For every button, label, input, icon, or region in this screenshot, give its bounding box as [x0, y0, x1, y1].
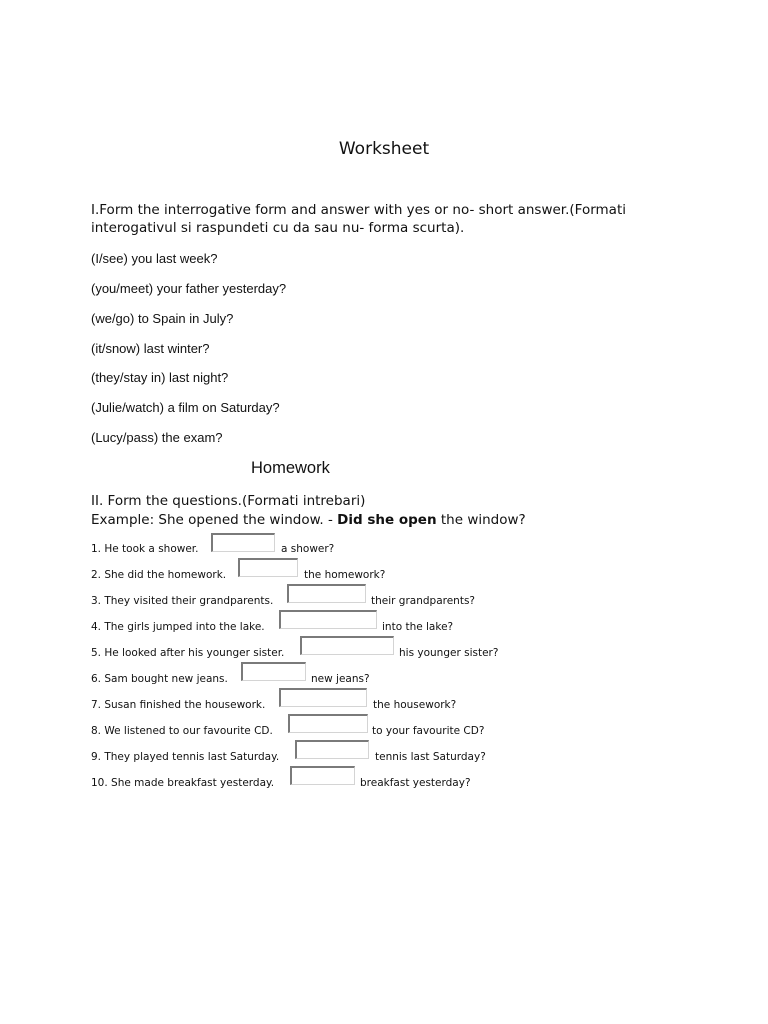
question-item: (I/see) you last week? — [91, 251, 218, 266]
exercise-sentence: 9. They played tennis last Saturday. — [91, 751, 280, 763]
exercise-continuation: new jeans? — [311, 673, 370, 685]
exercise-sentence: 4. The girls jumped into the lake. — [91, 621, 265, 633]
question-item: (we/go) to Spain in July? — [91, 311, 234, 326]
answer-input[interactable] — [290, 766, 355, 785]
question-item: (they/stay in) last night? — [91, 370, 229, 385]
answer-input[interactable] — [279, 610, 377, 629]
answer-input[interactable] — [288, 714, 368, 733]
example-answer: Did she open — [337, 512, 437, 528]
exercise-sentence: 7. Susan finished the housework. — [91, 699, 266, 711]
exercise-sentence: 1. He took a shower. — [91, 543, 199, 555]
exercise-continuation: the housework? — [373, 699, 457, 711]
exercise-sentence: 2. She did the homework. — [91, 569, 227, 581]
answer-input[interactable] — [300, 636, 394, 655]
page-title: Worksheet — [338, 139, 430, 159]
answer-input[interactable] — [295, 740, 369, 759]
section1-heading: I.Form the interrogative form and answer with yes or no- short answer.(Formati interogativul si raspundeti cu da sau nu- forma scurta). — [91, 202, 626, 236]
answer-input[interactable] — [287, 584, 366, 603]
example-suffix: the window? — [436, 512, 526, 528]
exercise-continuation: his younger sister? — [399, 647, 499, 659]
example-sentence — [91, 512, 526, 528]
exercise-continuation: a shower? — [281, 543, 335, 555]
homework-title: Homework — [251, 459, 330, 477]
answer-input[interactable] — [241, 662, 306, 681]
exercise-continuation: to your favourite CD? — [372, 725, 485, 737]
answer-input[interactable] — [238, 558, 298, 577]
question-item: (it/snow) last winter? — [91, 341, 210, 356]
exercise-continuation: the homework? — [304, 569, 386, 581]
exercise-continuation: tennis last Saturday? — [375, 751, 486, 763]
question-item: (Julie/watch) a film on Saturday? — [91, 400, 280, 415]
exercise-continuation: their grandparents? — [371, 595, 476, 607]
answer-input[interactable] — [279, 688, 367, 707]
exercise-sentence: 5. He looked after his younger sister. — [91, 647, 285, 659]
exercise-sentence: 6. Sam bought new jeans. — [91, 673, 228, 685]
exercise-sentence: 8. We listened to our favourite CD. — [91, 725, 273, 737]
exercise-continuation: into the lake? — [382, 621, 454, 633]
exercise-sentence: 3. They visited their grandparents. — [91, 595, 274, 607]
question-item: (Lucy/pass) the exam? — [91, 430, 223, 445]
exercise-continuation: breakfast yesterday? — [360, 777, 471, 789]
section2-heading: II. Form the questions.(Formati intrebari) — [91, 493, 366, 509]
question-item: (you/meet) your father yesterday? — [91, 281, 287, 296]
exercise-sentence: 10. She made breakfast yesterday. — [91, 777, 275, 789]
example-prefix: Example: She opened the window. - — [91, 512, 338, 528]
answer-input[interactable] — [211, 533, 275, 552]
